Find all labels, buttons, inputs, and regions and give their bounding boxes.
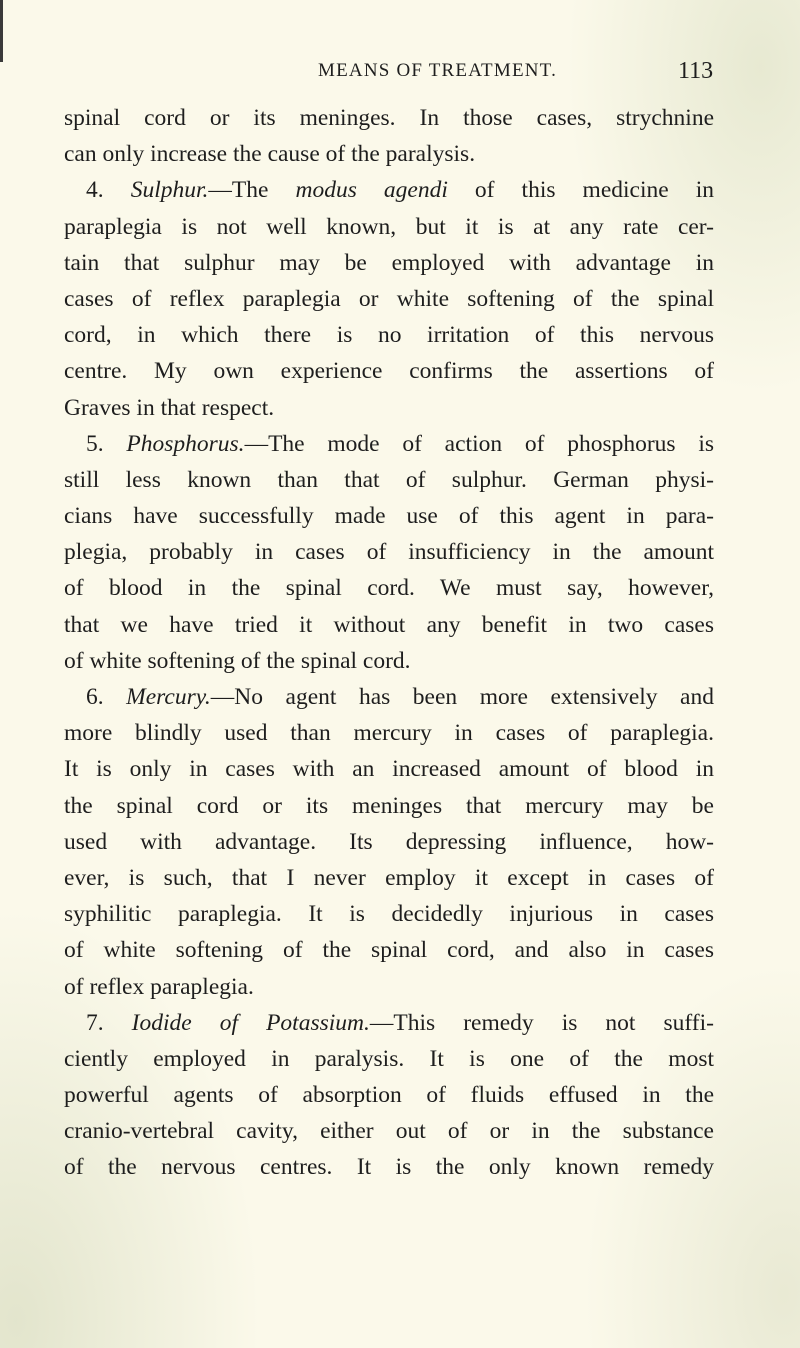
- text-run: —The: [208, 177, 296, 204]
- section-title-sulphur: Sulphur.: [130, 177, 209, 204]
- text-line: that we have tried it without any benefit in two cases: [64, 611, 714, 638]
- section-title-phosphorus: Phosphorus.: [126, 430, 245, 457]
- running-head: MEANS OF TREATMENT.: [318, 60, 558, 81]
- text-line: syphilitic paraplegia. It is decidedly injurious in cases: [64, 901, 714, 928]
- text-line: of blood in the spinal cord. We must say, however,: [64, 575, 714, 602]
- text-line: of white softening of the spinal cord, and also in cases: [64, 937, 714, 964]
- section-number: 7.: [86, 1009, 132, 1036]
- text-line: cord, in which there is no irritation of this nervous: [64, 322, 714, 349]
- text-line: more blindly used than mercury in cases of paraplegia.: [64, 720, 714, 747]
- text-line: can only increase the cause of the paralysis.: [64, 141, 476, 168]
- text-line: ciently employed in paralysis. It is one of the most: [64, 1045, 714, 1072]
- text-run: —The mode of action of phosphorus is: [244, 430, 714, 457]
- section-heading-line: [64, 679, 714, 715]
- text-run: of this medicine in: [447, 177, 715, 204]
- text-line: cases of reflex paraplegia or white softening of the spinal: [64, 285, 714, 312]
- text-run: —No agent has been more extensively and: [210, 684, 714, 710]
- text-line: It is only in cases with an increased amount of blood in: [64, 756, 714, 783]
- text-line: spinal cord or its meninges. In those cases, strychnine: [64, 105, 714, 131]
- italic-phrase: modus agendi: [295, 177, 448, 204]
- section-number: 6.: [86, 684, 127, 710]
- text-line: Graves in that respect.: [64, 394, 275, 421]
- text-line: of reflex paraplegia.: [64, 973, 254, 1000]
- text-line: plegia, probably in cases of insufficiency in the amount: [64, 539, 714, 566]
- section-heading-line: [64, 426, 714, 462]
- text-line: of white softening of the spinal cord.: [64, 647, 411, 674]
- body-text: [64, 100, 714, 1186]
- page-number: 113: [678, 58, 714, 84]
- text-line: cians have successfully made use of this agent in para-: [64, 503, 714, 530]
- text-line: of the nervous centres. It is the only known remedy: [64, 1154, 714, 1181]
- section-title-iodide-of-potassium: Iodide of Potassium.: [131, 1009, 370, 1036]
- text-line: powerful agents of absorption of fluids effused in the: [64, 1082, 714, 1109]
- text-line: the spinal cord or its meninges that mercury may be: [64, 792, 714, 819]
- text-line: used with advantage. Its depressing influence, how-: [64, 828, 714, 855]
- section-number: 4.: [86, 177, 131, 204]
- text-run: —This remedy is not suffi-: [369, 1009, 714, 1036]
- page-header: [0, 58, 800, 88]
- section-heading-line: [64, 1005, 714, 1041]
- text-line: still less known than that of sulphur. German physi-: [64, 466, 714, 493]
- page-edge-shadow: [0, 0, 3, 62]
- text-line: centre. My own experience confirms the assertions of: [64, 358, 714, 385]
- section-number: 5.: [86, 430, 127, 457]
- text-line: ever, is such, that I never employ it except in cases of: [64, 864, 714, 891]
- section-title-mercury: Mercury.: [126, 684, 211, 710]
- text-line: paraplegia is not well known, but it is at any rate cer-: [64, 213, 714, 240]
- section-heading-line: [64, 172, 714, 208]
- text-line: cranio-vertebral cavity, either out of or in the substance: [64, 1118, 714, 1145]
- text-line: tain that sulphur may be employed with advantage in: [64, 249, 714, 276]
